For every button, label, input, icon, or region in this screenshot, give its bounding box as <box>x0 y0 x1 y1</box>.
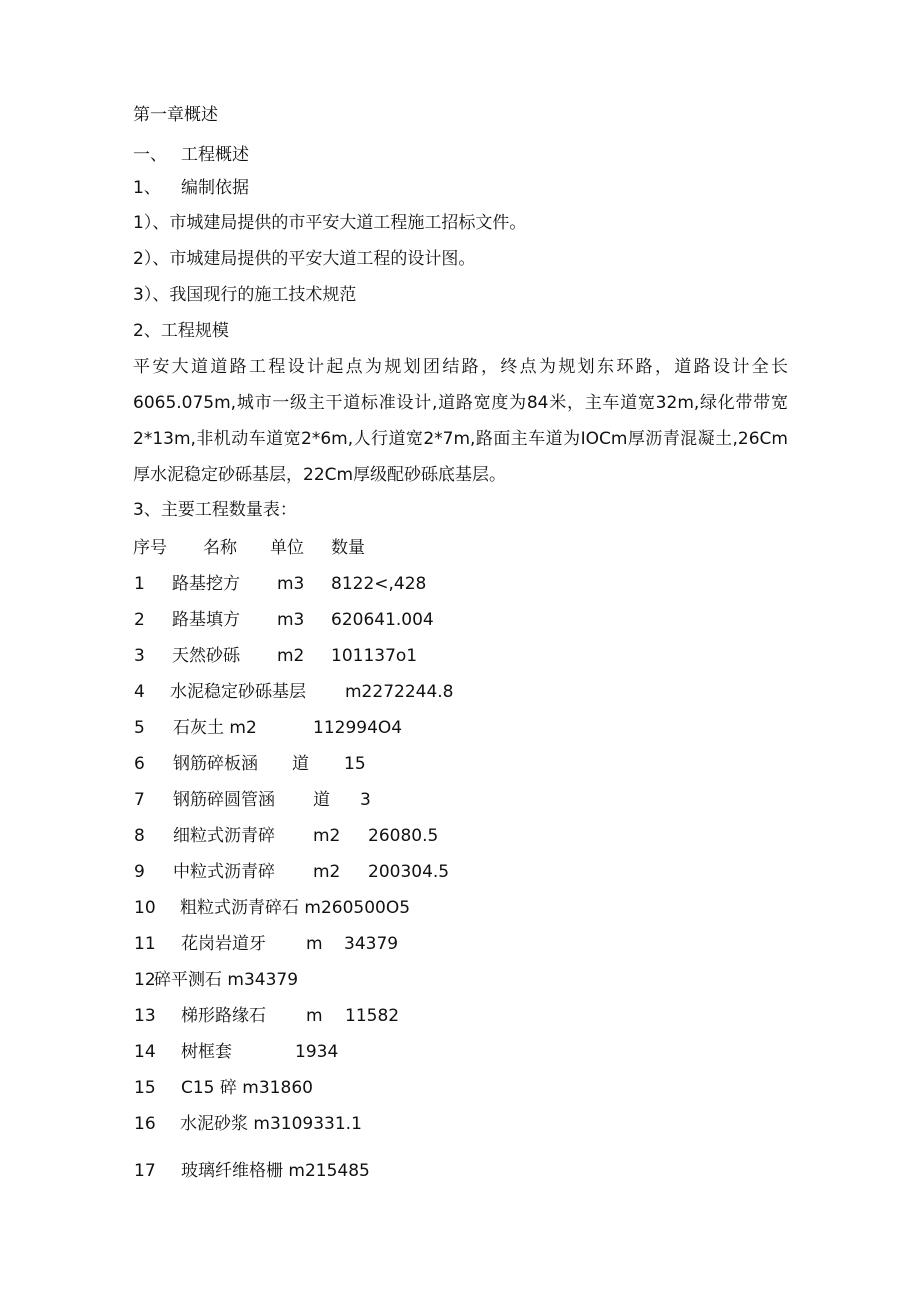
row-name: 梯形路缘石 <box>181 1006 266 1026</box>
row-name: 天然砂砾 <box>172 646 240 666</box>
row-name: 树框套 <box>181 1042 232 1062</box>
row-quantity: 112994O4 <box>313 718 403 738</box>
header-no: 序号 <box>133 538 167 558</box>
row-number: 16 <box>134 1114 156 1134</box>
row-quantity: 1934 <box>295 1042 339 1062</box>
row-quantity: 15 <box>344 754 366 774</box>
row-quantity: 26080.5 <box>368 826 439 846</box>
subsection-number: 1、 <box>133 178 161 198</box>
row-number: 4 <box>134 682 145 702</box>
row-quantity: m2272244.8 <box>345 682 454 702</box>
row-name: 中粒式沥青碎 <box>173 862 275 882</box>
row-number: 17 <box>134 1161 156 1181</box>
row-number: 8 <box>134 826 145 846</box>
row-number: 7 <box>134 790 145 810</box>
row-unit: 道 <box>313 790 330 810</box>
row-number: 6 <box>134 754 145 774</box>
row-quantity: 200304.5 <box>368 862 450 882</box>
row-name: C15 碎 m31860 <box>181 1078 313 1098</box>
chapter-title: 第一章概述 <box>133 105 218 125</box>
row-number: 5 <box>134 718 145 738</box>
row-name: 路基填方 <box>172 610 240 630</box>
header-qty: 数量 <box>331 538 365 558</box>
header-unit: 单位 <box>270 538 304 558</box>
row-quantity: 3 <box>360 790 371 810</box>
row-name: 水泥砂浆 m3109331.1 <box>180 1114 362 1134</box>
row-number: 12 <box>134 970 156 990</box>
row-quantity: 34379 <box>344 934 399 954</box>
row-quantity: 8122<,428 <box>331 574 427 594</box>
row-number: 13 <box>134 1006 156 1026</box>
row-name: 玻璃纤维格栅 m215485 <box>181 1161 370 1181</box>
scale-paragraph: 平安大道道路工程设计起点为规划团结路，终点为规划东环路，道路设计全长6065.075m,城市一级主干道标准设计,道路宽度为84米，主车道宽32m,绿化带带宽2*13m,非机动车道宽2*6m,人行道宽2*7m,路面主车道为IOCm厚沥青混凝土,26Cm厚水泥稳定砂砾基层，22Cm厚级配砂砾底基层。 <box>133 357 788 485</box>
row-name: 石灰土 m2 <box>173 718 257 738</box>
table-heading: 3、主要工程数量表： <box>133 500 297 520</box>
row-quantity: 620641.004 <box>331 610 434 630</box>
row-number: 1 <box>134 574 145 594</box>
row-unit: m2 <box>277 646 305 666</box>
row-unit: m <box>306 934 323 954</box>
subsection-title: 编制依据 <box>181 178 249 198</box>
header-name: 名称 <box>203 538 237 558</box>
row-number: 9 <box>134 862 145 882</box>
row-unit: m3 <box>277 574 305 594</box>
section-title: 工程概述 <box>181 145 249 165</box>
row-unit: 道 <box>292 754 309 774</box>
row-name: 路基挖方 <box>172 574 240 594</box>
basis-item: 2）、市城建局提供的平安大道工程的设计图。 <box>133 249 476 269</box>
row-number: 15 <box>134 1078 156 1098</box>
row-unit: m <box>306 1006 323 1026</box>
row-name: 碎平测石 m34379 <box>154 970 299 990</box>
row-name: 钢筋碎圆管涵 <box>173 790 275 810</box>
row-name: 钢筋碎板涵 <box>173 754 258 774</box>
row-unit: m2 <box>313 862 341 882</box>
row-number: 10 <box>134 898 156 918</box>
row-number: 2 <box>134 610 145 630</box>
row-unit: m2 <box>313 826 341 846</box>
row-name: 细粒式沥青碎 <box>173 826 275 846</box>
row-number: 11 <box>134 934 156 954</box>
row-number: 14 <box>134 1042 156 1062</box>
row-name: 粗粒式沥青碎石 m260500O5 <box>180 898 411 918</box>
basis-item: 1）、市城建局提供的市平安大道工程施工招标文件。 <box>133 213 527 233</box>
basis-item: 3）、我国现行的施工技术规范 <box>133 285 357 305</box>
row-name: 花岗岩道牙 <box>181 934 266 954</box>
row-name: 水泥稳定砂砾基层 <box>170 682 306 702</box>
scale-heading: 2、工程规模 <box>133 321 229 341</box>
row-quantity: 101137o1 <box>331 646 418 666</box>
row-unit: m3 <box>277 610 305 630</box>
row-quantity: 11582 <box>345 1006 400 1026</box>
row-number: 3 <box>134 646 145 666</box>
section-number: 一、 <box>133 145 167 165</box>
